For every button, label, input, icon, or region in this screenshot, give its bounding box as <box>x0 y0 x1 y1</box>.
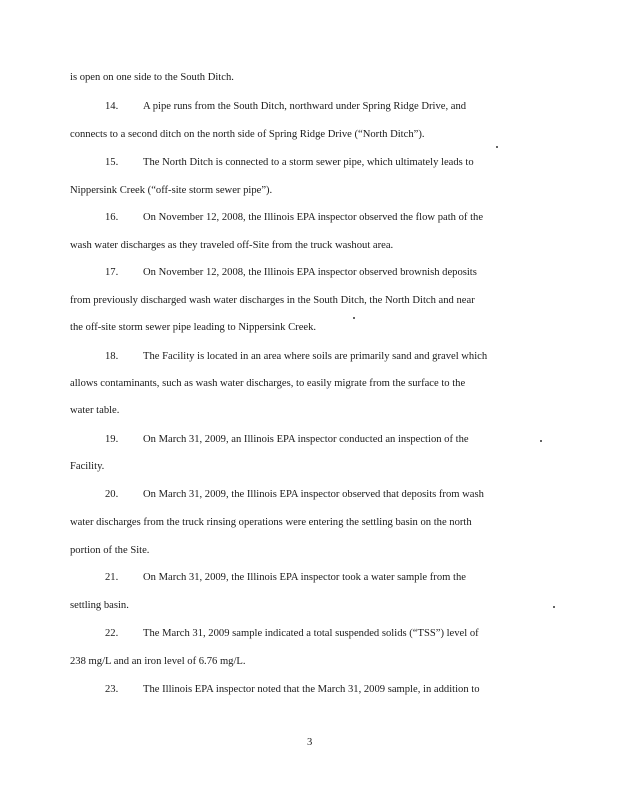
paragraph-17-line-2: from previously discharged wash water discharges in the South Ditch, the North Ditch and near <box>70 295 475 306</box>
paragraph-18-number: 18. <box>105 351 119 362</box>
paragraph-14-number: 14. <box>105 101 119 112</box>
paragraph-15-line-2: Nippersink Creek (“off-site storm sewer pipe”). <box>70 185 273 196</box>
paragraph-18-line-2: allows contaminants, such as wash water discharges, to easily migrate from the surface to the <box>70 378 466 389</box>
paragraph-17-line-1: On November 12, 2008, the Illinois EPA inspector observed brownish deposits <box>143 267 477 278</box>
scan-speck <box>553 606 555 608</box>
paragraph-19-line-2: Facility. <box>70 461 105 472</box>
paragraph-21-line-1: On March 31, 2009, the Illinois EPA inspector took a water sample from the <box>143 572 466 583</box>
paragraph-15-number: 15. <box>105 157 119 168</box>
paragraph-22-number: 22. <box>105 628 119 639</box>
paragraph-19-number: 19. <box>105 434 119 445</box>
paragraph-20-number: 20. <box>105 489 119 500</box>
scan-speck <box>540 440 542 442</box>
paragraph-14-line-1: A pipe runs from the South Ditch, northward under Spring Ridge Drive, and <box>143 101 467 112</box>
page-number: 3 <box>307 737 313 748</box>
paragraph-20-line-1: On March 31, 2009, the Illinois EPA inspector observed that deposits from wash <box>143 489 484 500</box>
paragraph-16-line-2: wash water discharges as they traveled off-Site from the truck washout area. <box>70 240 394 251</box>
paragraph-16-number: 16. <box>105 212 119 223</box>
paragraph-23-number: 23. <box>105 684 119 695</box>
paragraph-16-line-1: On November 12, 2008, the Illinois EPA inspector observed the flow path of the <box>143 212 484 223</box>
paragraph-14-line-2: connects to a second ditch on the north side of Spring Ridge Drive (“North Ditch”). <box>70 129 425 140</box>
scan-speck <box>496 146 498 148</box>
paragraph-17-line-3: the off-site storm sewer pipe leading to Nippersink Creek. <box>70 322 317 333</box>
paragraph-22-line-1: The March 31, 2009 sample indicated a total suspended solids (“TSS”) level of <box>143 628 479 639</box>
paragraph-20-line-2: water discharges from the truck rinsing operations were entering the settling basin on the north <box>70 517 472 528</box>
paragraph-23-line-1: The Illinois EPA inspector noted that the March 31, 2009 sample, in addition to <box>143 684 480 695</box>
paragraph-18-line-3: water table. <box>70 405 120 416</box>
paragraph-19-line-1: On March 31, 2009, an Illinois EPA inspector conducted an inspection of the <box>143 434 469 445</box>
paragraph-17-number: 17. <box>105 267 119 278</box>
paragraph-18-line-1: The Facility is located in an area where soils are primarily sand and gravel which <box>143 351 488 362</box>
paragraph-22-line-2: 238 mg/L and an iron level of 6.76 mg/L. <box>70 656 246 667</box>
paragraph-21-line-2: settling basin. <box>70 600 129 611</box>
paragraph-21-number: 21. <box>105 572 119 583</box>
paragraph-15-line-1: The North Ditch is connected to a storm sewer pipe, which ultimately leads to <box>143 157 474 168</box>
paragraph-20-line-3: portion of the Site. <box>70 545 150 556</box>
continuation-line: is open on one side to the South Ditch. <box>70 72 234 83</box>
scan-speck <box>353 317 355 319</box>
